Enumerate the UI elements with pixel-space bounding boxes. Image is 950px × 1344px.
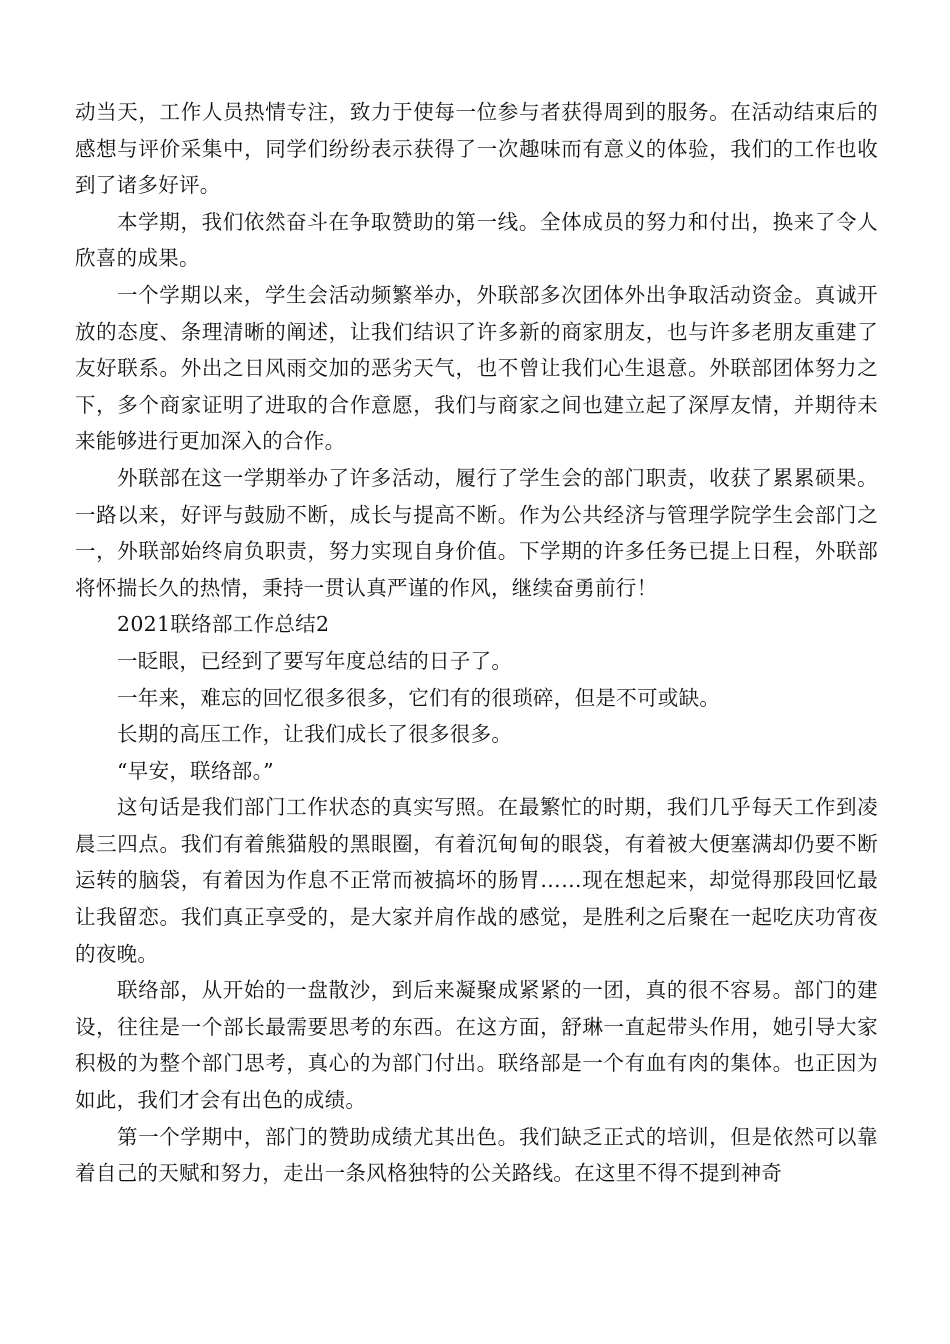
paragraph-work-state: 这句话是我们部门工作状态的真实写照。在最繁忙的时期，我们几乎每天工作到凌晨三四点。我们有着熊猫般的黑眼圈，有着沉甸甸的眼袋，有着被大便塞满却仍要不断运转的脑袋，有着因为作息不正常而被搞坏的肠胃……现在想起来，却觉得那段回忆最让我留恋。我们真正享受的，是大家并肩作战的感觉，是胜利之后聚在一起吃庆功宵夜的夜晚。 <box>75 795 878 966</box>
paragraph-first-semester: 第一个学期中，部门的赞助成绩尤其出色。我们缺乏正式的培训，但是依然可以靠着自己的天赋和努力，走出一条风格独特的公关路线。在这里不得不提到神奇 <box>75 1124 878 1186</box>
paragraph-semester-activities: 一个学期以来，学生会活动频繁举办，外联部多次团体外出争取活动资金。真诚开放的态度、条理清晰的阐述，让我们结识了许多新的商家朋友，也与许多老朋友重建了友好联系。外出之日风雨交加的恶劣天气，也不曾让我们心生退意。外联部团体努力之下，多个商家证明了进取的合作意愿，我们与商家之间也建立起了深厚友情，并期待未来能够进行更加深入的合作。 <box>75 282 878 454</box>
section-title: 2021联络部工作总结2 <box>117 612 330 637</box>
paragraph-department-building: 联络部，从开始的一盘散沙，到后来凝聚成紧紧的一团，真的很不容易。部门的建设，往往是一个部长最需要思考的东西。在这方面，舒琳一直起带头作用，她引导大家积极的为整个部门思考，真心的为部门付出。联络部是一个有血有肉的集体。也正因为如此，我们才会有出色的成绩。 <box>75 978 878 1113</box>
document-page <box>75 94 878 1192</box>
paragraph-achievements: 外联部在这一学期举办了许多活动，履行了学生会的部门职责，收获了累累硕果。一路以来，好评与鼓励不断，成长与提高不断。作为公共经济与管理学院学生会部门之一，外联部始终肩负职责，努力实现自身价值。下学期的许多任务已提上日程，外联部将怀揣长久的热情，秉持一贯认真严谨的作风，继续奋勇前行！ <box>75 465 878 600</box>
paragraph-continuation: 动当天，工作人员热情专注，致力于使每一位参与者获得周到的服务。在活动结束后的感想与评价采集中，同学们纷纷表示获得了一次趣味而有意义的体验，我们的工作也收到了诸多好评。 <box>75 100 878 198</box>
paragraph-intro-3: 长期的高压工作，让我们成长了很多很多。 <box>117 722 513 747</box>
paragraph-intro-2: 一年来，难忘的回忆很多很多，它们有的很琐碎，但是不可或缺。 <box>117 685 721 710</box>
paragraph-sponsorship: 本学期，我们依然奋斗在争取赞助的第一线。全体成员的努力和付出，换来了令人欣喜的成果。 <box>75 209 878 271</box>
paragraph-quote: “早安，联络部。” <box>117 758 274 783</box>
paragraph-intro-1: 一眨眼，已经到了要写年度总结的日子了。 <box>117 648 513 673</box>
